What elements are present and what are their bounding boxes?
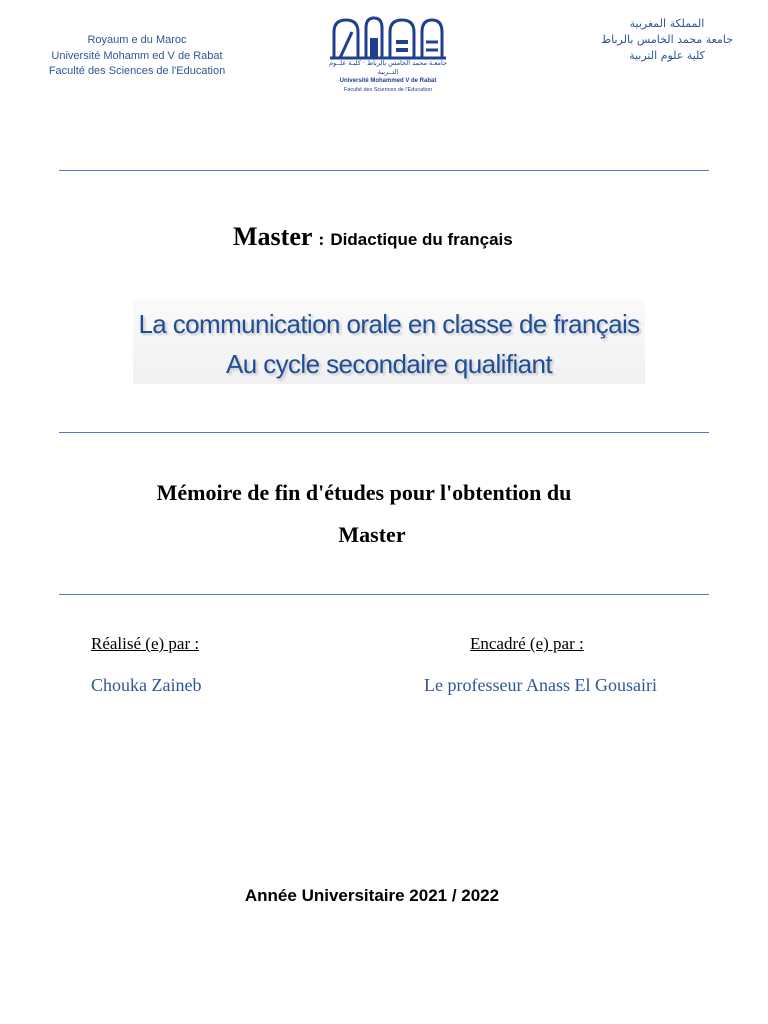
- master-heading: [233, 222, 513, 252]
- logo-caption-university: Université Mohammed V de Rabat: [339, 78, 437, 84]
- logo-caption-faculty: Faculté des Sciences de l'Education: [343, 87, 433, 93]
- header-left-line: Université Mohamm ed V de Rabat: [51, 49, 223, 62]
- thesis-title-line-2: Au cycle secondaire qualifiant: [226, 349, 552, 379]
- logo-caption-arabic: جامعـة محمد الخامس بالرباط · كليـة علــوم التــربية: [328, 59, 448, 76]
- header-right-line: كلية علوم التربية: [629, 49, 705, 62]
- header-left-line: Royaum e du Maroc: [87, 34, 187, 46]
- header-right-line: جامعة محمد الخامس بالرباط: [600, 33, 734, 46]
- encadre-par-label: Encadré (e) par :: [470, 634, 584, 653]
- master-subject: Didactique du français: [330, 230, 513, 249]
- header-right-line: المملكة المغربية: [629, 17, 705, 30]
- divider-line: [59, 432, 709, 433]
- realise-par-label: Réalisé (e) par :: [91, 634, 200, 653]
- academic-year: Année Universitaire 2021 / 2022: [244, 886, 500, 905]
- header-left-institution: [30, 33, 244, 80]
- master-label: Master: [233, 222, 313, 251]
- thesis-title: [133, 300, 645, 384]
- header-left-line: Faculté des Sciences de l'Education: [48, 65, 226, 77]
- header-right-institution-arabic: [560, 16, 768, 64]
- divider-line: [59, 594, 709, 595]
- supervisor-name: Le professeur Anass El Gousairi: [424, 675, 657, 695]
- author-name: Chouka Zaineb: [91, 675, 202, 695]
- master-colon: :: [318, 229, 325, 249]
- memoire-line-1: Mémoire de fin d'études pour l'obtention du: [156, 480, 572, 505]
- thesis-title-line-1: La communication orale en classe de français: [138, 309, 640, 339]
- memoire-line-2: Master: [338, 522, 406, 547]
- divider-line: [59, 170, 709, 171]
- logo-caption: [320, 59, 456, 95]
